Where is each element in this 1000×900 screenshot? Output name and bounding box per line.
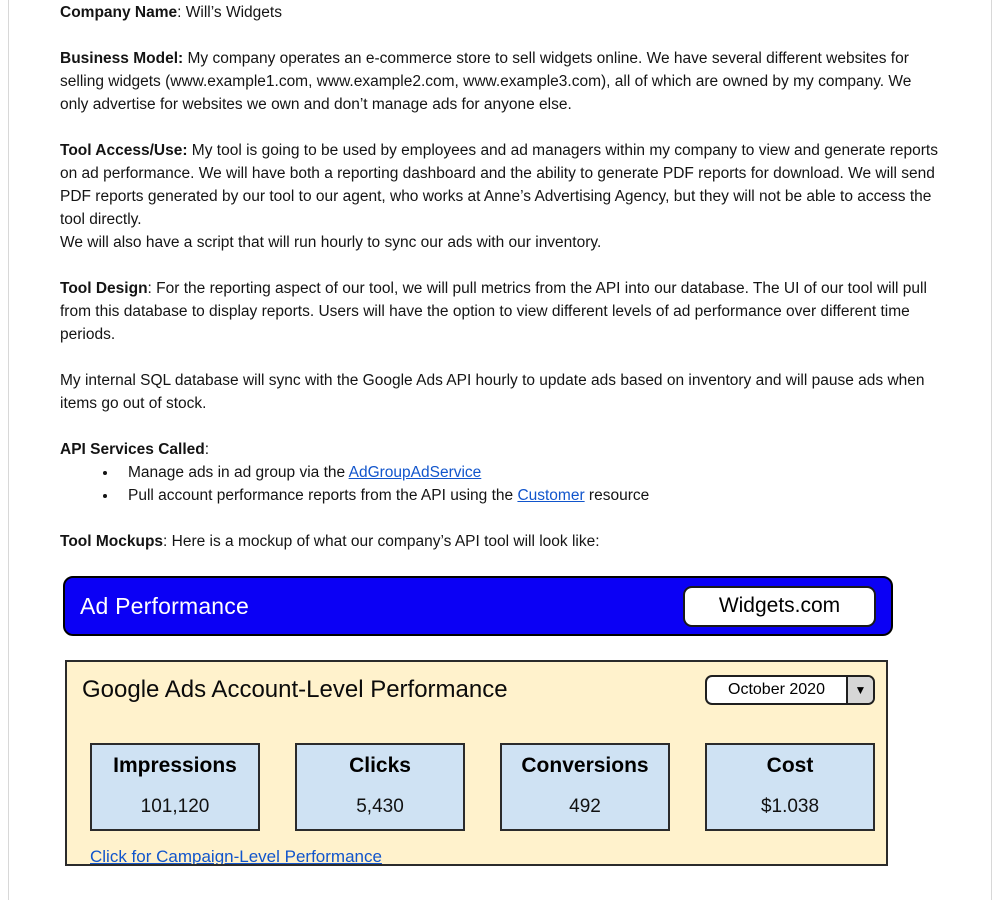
doc-link[interactable]: Customer — [517, 487, 585, 504]
text-run: : Here is a mockup of what our company’s API tool will look like: — [163, 533, 600, 550]
month-dropdown[interactable] — [705, 675, 875, 705]
metric-label: Cost — [766, 754, 814, 777]
text-run: My internal SQL database will sync with the Google Ads API hourly to update ads based on inventory and will pause ads when items go out of stock. — [60, 372, 925, 412]
paragraph — [60, 277, 944, 346]
blank-line — [60, 507, 944, 530]
text-run: We will also have a script that will run hourly to sync our ads with our inventory. — [60, 234, 602, 251]
metric-card-cost — [705, 743, 875, 831]
account-performance-panel — [65, 660, 888, 866]
text-run: resource — [584, 487, 650, 504]
paragraph — [60, 1, 944, 24]
metric-value: 5,430 — [356, 796, 404, 817]
metric-value: 101,120 — [140, 796, 210, 817]
bold-text: Tool Design — [60, 280, 148, 297]
paragraph — [60, 369, 944, 415]
campaign-level-link[interactable]: Click for Campaign-Level Performance — [90, 847, 382, 866]
document-page — [8, 0, 992, 900]
metric-card-impressions — [90, 743, 260, 831]
text-run: : — [204, 441, 210, 458]
widgets-site-button[interactable]: Widgets.com — [683, 586, 876, 627]
metric-card-conversions — [500, 743, 670, 831]
dropdown-arrow-icon[interactable]: ▼ — [846, 677, 873, 703]
bold-text: Company Name — [60, 4, 178, 21]
mockup-header-title: Ad Performance — [80, 592, 249, 619]
metric-label: Conversions — [521, 754, 649, 777]
doc-link[interactable]: AdGroupAdService — [348, 464, 482, 481]
metric-value: $1.038 — [760, 796, 820, 817]
document-body — [60, 1, 944, 576]
list-item — [118, 484, 944, 507]
list-item — [118, 461, 944, 484]
bold-text: API Services Called — [60, 441, 205, 458]
blank-line — [60, 346, 944, 369]
text-run: Manage ads in ad group via the — [128, 464, 349, 481]
metric-card-clicks — [295, 743, 465, 831]
tool-mockup — [63, 576, 942, 866]
blank-line — [60, 415, 944, 438]
mockup-header-bar — [63, 576, 893, 636]
panel-title: Google Ads Account-Level Performance — [82, 676, 508, 703]
blank-line — [60, 24, 944, 47]
metric-label: Impressions — [113, 754, 237, 777]
text-run: : Will’s Widgets — [177, 4, 282, 21]
panel-header-row — [82, 675, 875, 705]
bold-text: Business Model: — [60, 50, 184, 67]
bold-text: Tool Mockups — [60, 533, 164, 550]
blank-line — [60, 553, 944, 576]
text-run: My company operates an e-commerce store to sell widgets online. We have several different websites for selling widgets (www.example1.com, www.example2.com, www.example3.com), all of which are owned by my company. We only advertise for websites we own and don’t manage ads for anyone else. — [60, 50, 912, 113]
api-services-list — [60, 461, 944, 507]
paragraph — [60, 438, 944, 461]
text-run: Pull account performance reports from the API using the — [128, 487, 518, 504]
paragraph — [60, 47, 944, 116]
paragraph — [60, 530, 944, 553]
paragraph — [60, 139, 944, 254]
bold-text: Tool Access/Use: — [60, 142, 188, 159]
metric-label: Clicks — [349, 754, 411, 777]
blank-line — [60, 116, 944, 139]
blank-line — [60, 254, 944, 277]
month-dropdown-value: October 2020 — [728, 681, 825, 698]
metrics-row — [82, 743, 875, 831]
text-run: : For the reporting aspect of our tool, we will pull metrics from the API into our database. The UI of our tool will pull from this database to display reports. Users will have the option to view different levels of ad performance over different time periods. — [60, 280, 927, 343]
text-run: My tool is going to be used by employees and ad managers within my company to view and generate reports on ad performance. We will have both a reporting dashboard and the ability to generate PDF reports for download. We will send PDF reports generated by our tool to our agent, who works at Anne’s Advertising Agency, but they will not be able to access the tool directly. — [60, 142, 938, 228]
metric-value: 492 — [569, 796, 601, 817]
